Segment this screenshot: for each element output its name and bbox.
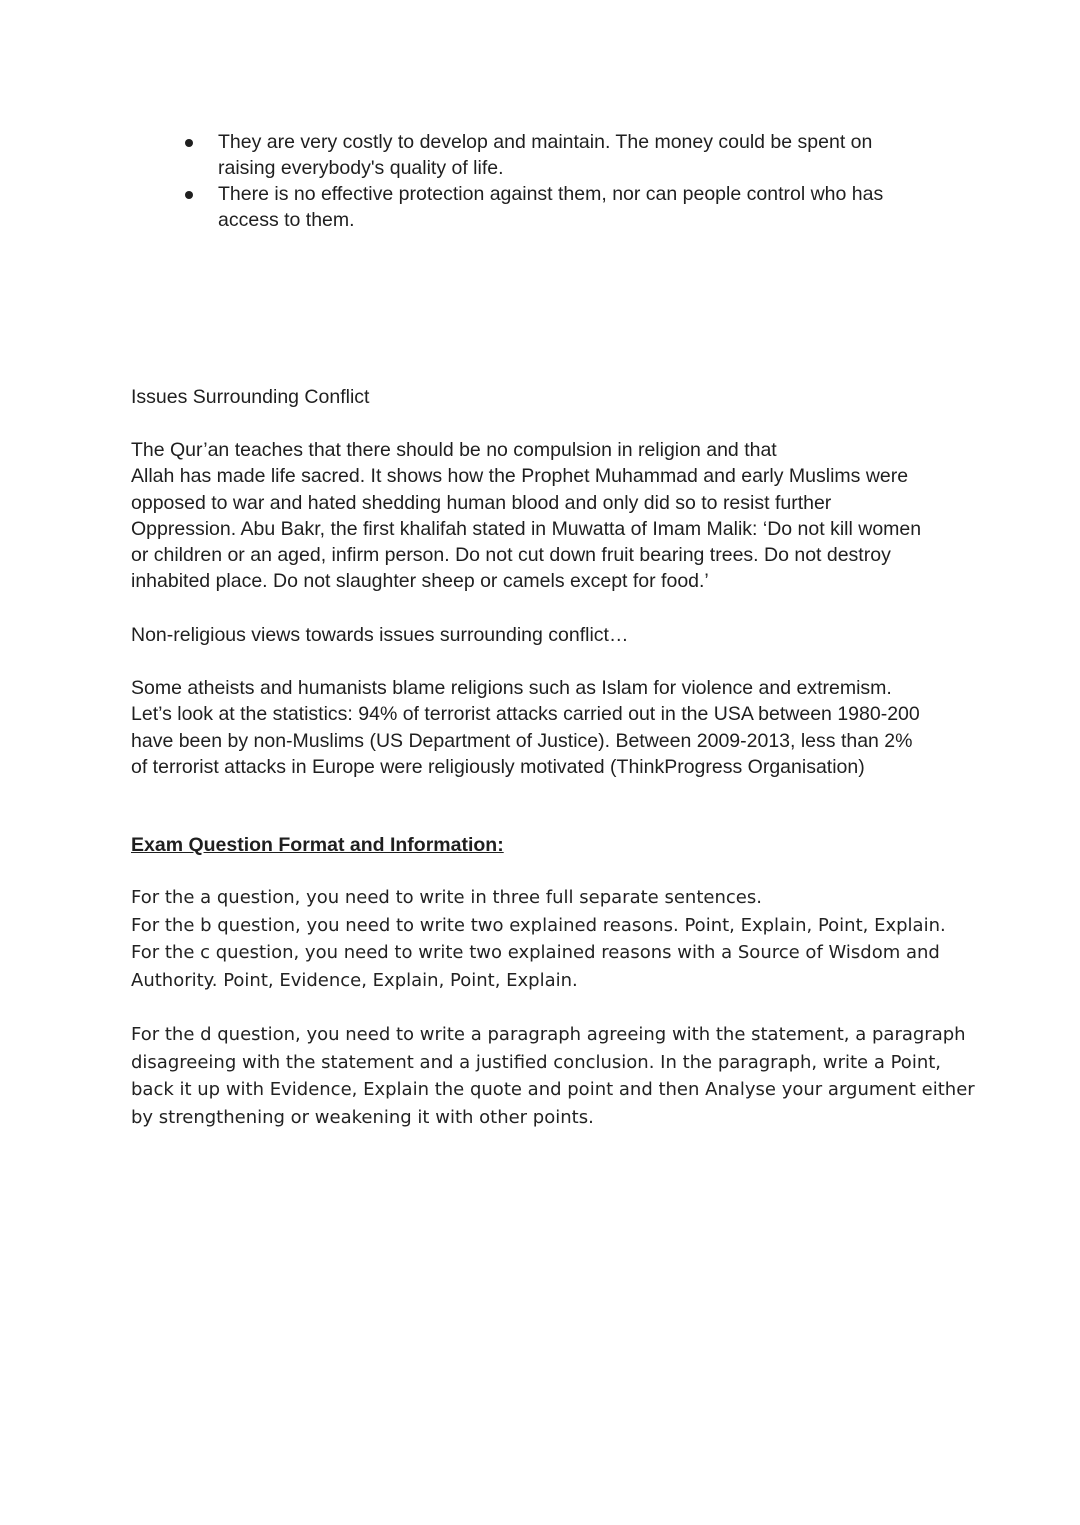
bullet-dot-icon	[185, 139, 193, 147]
bullet-line: There is no effective protection against them, nor can people control who has	[218, 183, 884, 205]
paragraph-line: For the a question, you need to write in three full separate sentences.	[131, 887, 762, 908]
quran-paragraph	[131, 437, 961, 595]
paragraph-line: have been by non-Muslims (US Department of Justice). Between 2009-2013, less than 2%	[131, 729, 913, 752]
paragraph-line: For the b question, you need to write two explained reasons. Point, Explain, Point, Explain.	[131, 914, 946, 936]
bullet-item	[182, 129, 922, 181]
paragraph-line: back it up with Evidence, Explain the quote and point and then Analyse your argument either	[131, 1079, 975, 1100]
paragraph-line: Oppression. Abu Bakr, the first khalifah stated in Muwatta of Imam Malik: ‘Do not kill women	[131, 517, 922, 540]
bullet-line: access to them.	[218, 209, 355, 231]
bullet-line: raising everybody's quality of life.	[218, 157, 504, 179]
paragraph-line: or children or an aged, infirm person. Do not cut down fruit bearing trees. Do not destroy	[131, 544, 891, 567]
paragraph-line: Let’s look at the statistics: 94% of terrorist attacks carried out in the USA between 1980-200	[131, 703, 920, 726]
bullet-item	[182, 181, 922, 233]
bullet-list	[182, 129, 922, 233]
statistics-paragraph	[131, 675, 961, 780]
exam-abc-paragraph	[131, 884, 961, 994]
paragraph-line: by strengthening or weakening it with other points.	[131, 1106, 594, 1128]
paragraph-line: For the c question, you need to write two explained reasons with a Source of Wisdom and	[131, 942, 940, 963]
paragraph-line: Some atheists and humanists blame religions such as Islam for violence and extremism.	[131, 677, 892, 699]
section-heading: Issues Surrounding Conflict	[131, 386, 370, 408]
paragraph-line: For the d question, you need to write a paragraph agreeing with the statement, a paragraph	[131, 1024, 966, 1045]
paragraph-line: Authority. Point, Evidence, Explain, Point, Explain.	[131, 969, 578, 991]
paragraph-line: inhabited place. Do not slaughter sheep or camels except for food.’	[131, 570, 709, 593]
paragraph-line: opposed to war and hated shedding human blood and only did so to resist further	[131, 491, 832, 514]
exam-title: Exam Question Format and Information:	[131, 834, 504, 856]
bullet-line: They are very costly to develop and maintain. The money could be spent on	[218, 131, 873, 153]
paragraph-line: The Qur’an teaches that there should be no compulsion in religion and that	[131, 439, 777, 461]
paragraph-line: of terrorist attacks in Europe were religiously motivated (ThinkProgress Organisation)	[131, 755, 865, 778]
paragraph-line: disagreeing with the statement and a justified conclusion. In the paragraph, write a Point,	[131, 1051, 942, 1073]
exam-d-paragraph	[131, 1021, 975, 1131]
non-religious-heading: Non-religious views towards issues surrounding conflict…	[131, 624, 629, 646]
paragraph-line: Allah has made life sacred. It shows how the Prophet Muhammad and early Muslims were	[131, 465, 909, 488]
bullet-dot-icon	[185, 191, 193, 199]
